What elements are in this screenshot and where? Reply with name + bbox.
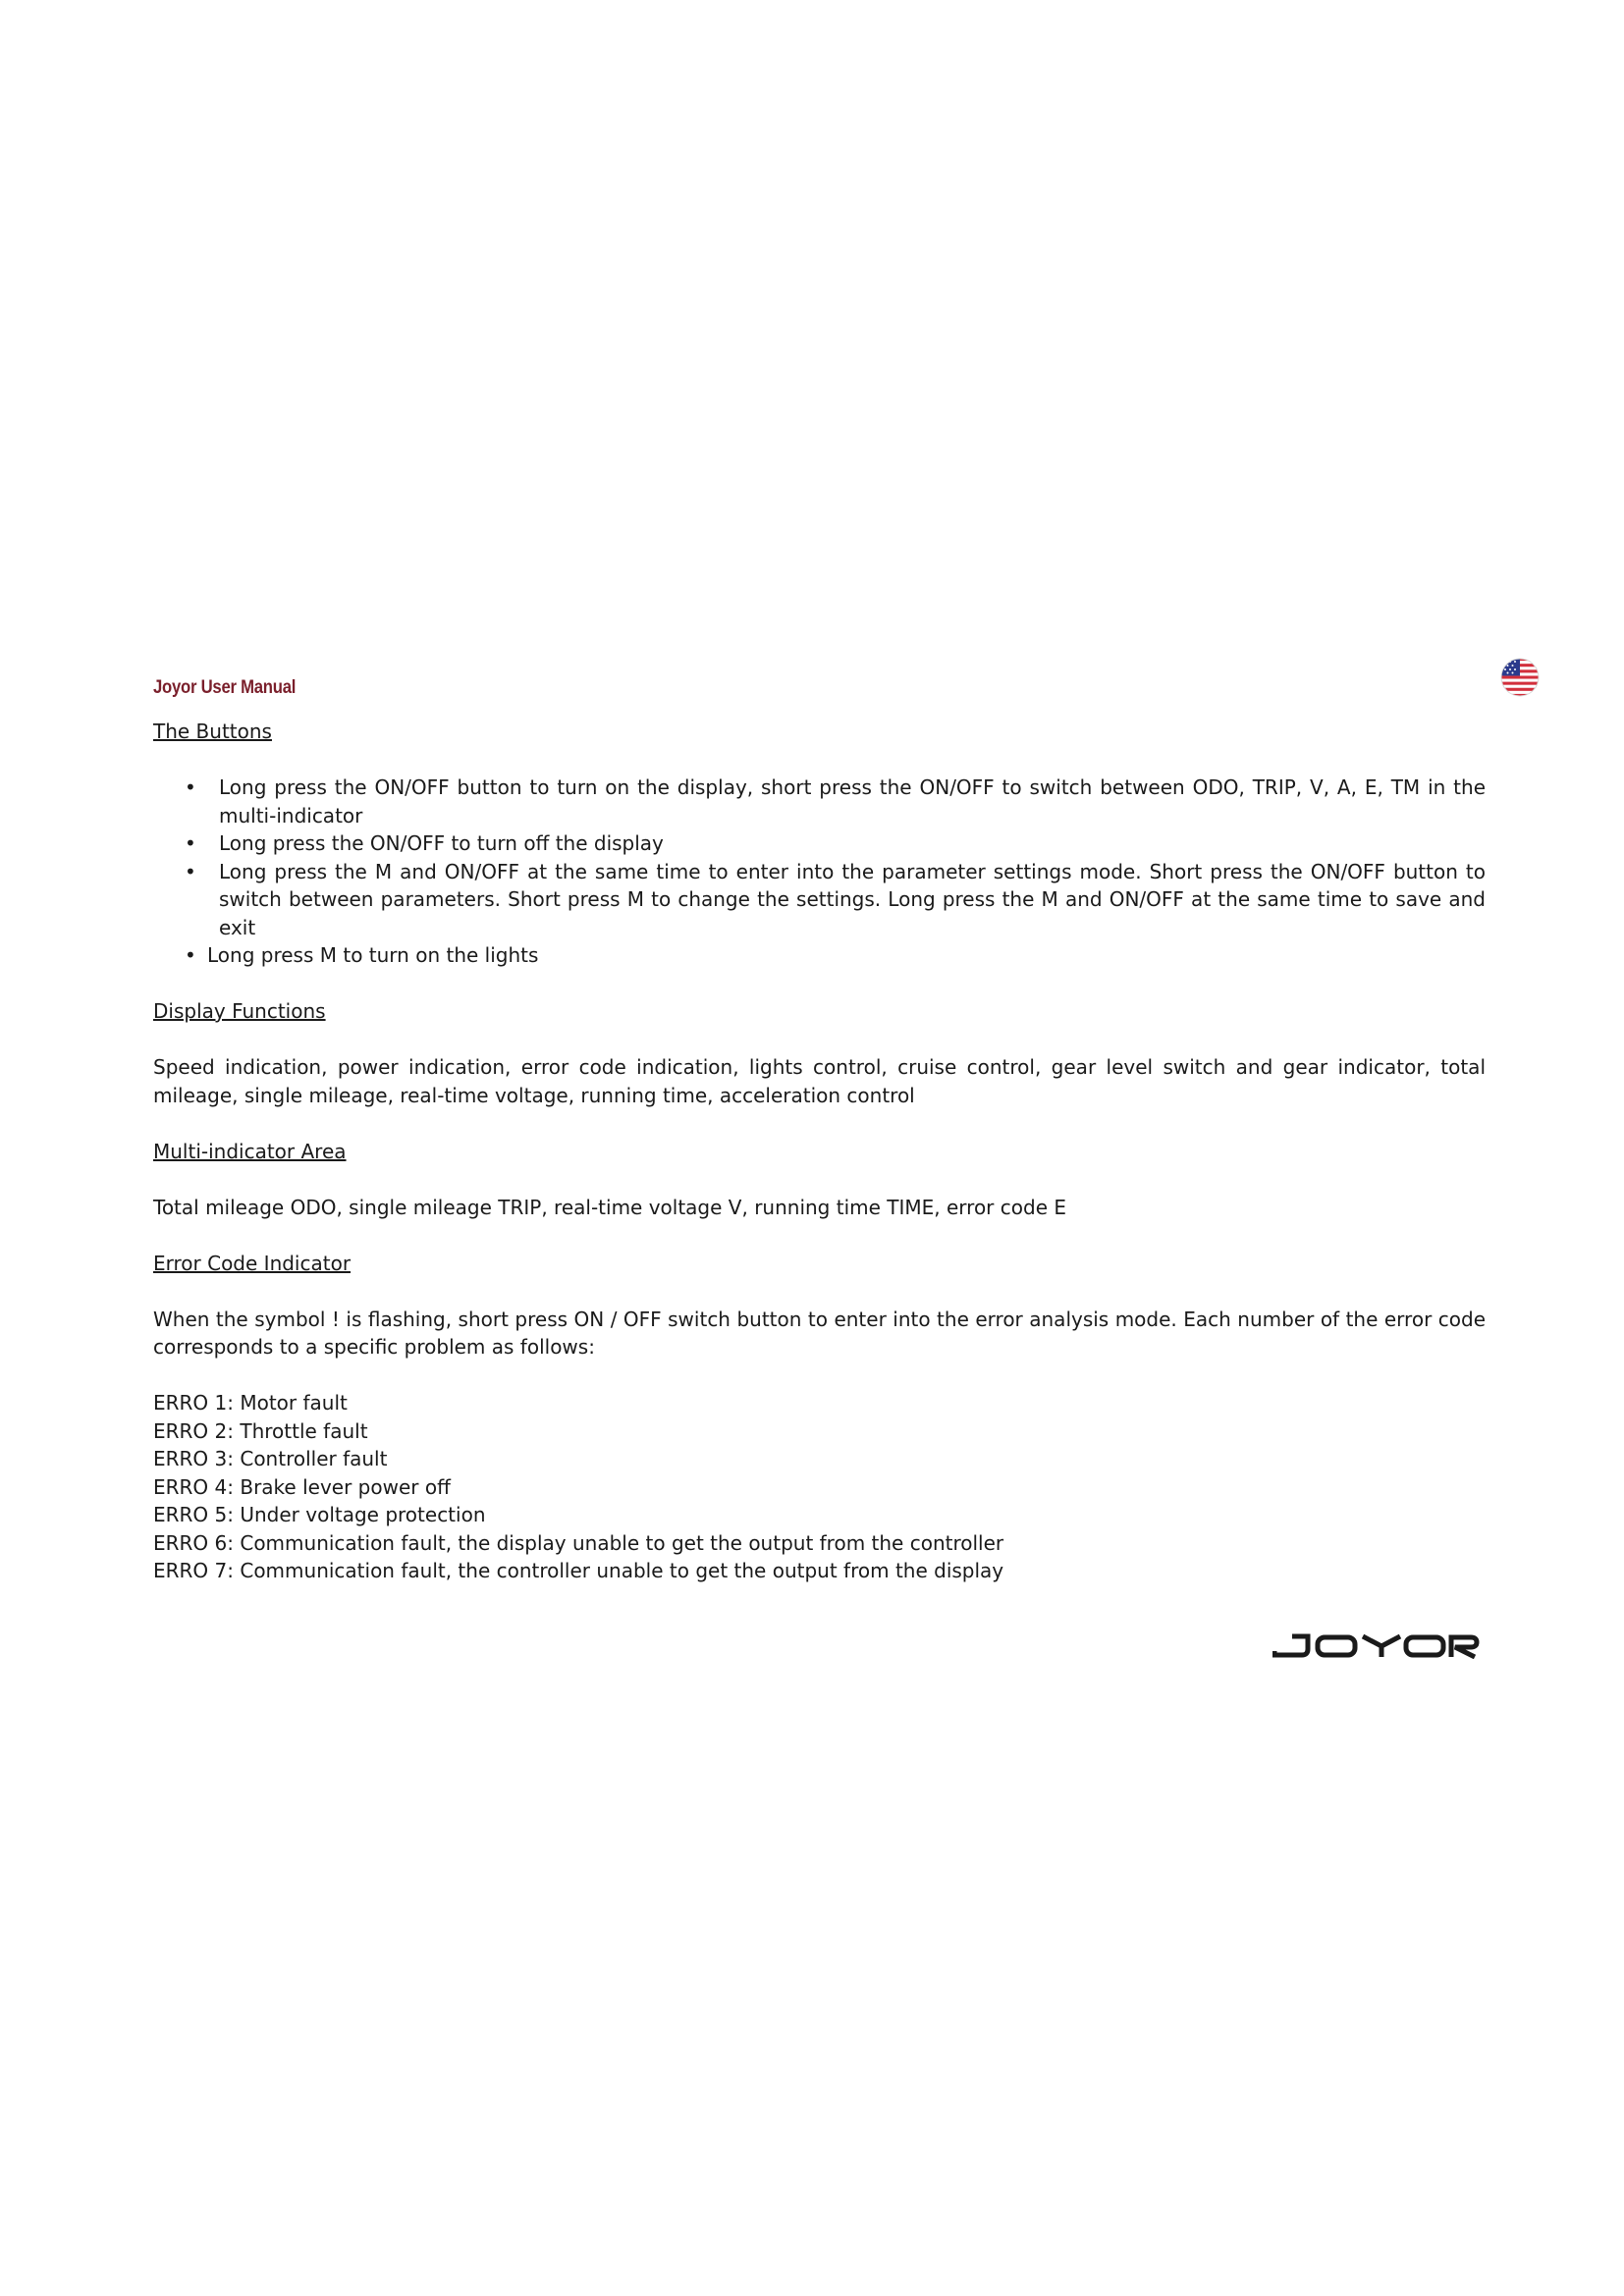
multi-indicator-heading: Multi-indicator Area	[153, 1139, 347, 1163]
multi-indicator-text: Total mileage ODO, single mileage TRIP, real-time voltage V, running time TIME, error code E	[153, 1195, 1066, 1219]
buttons-list	[153, 774, 1486, 970]
list-item: ERRO 1: Motor fault	[153, 1391, 348, 1415]
list-item: ERRO 3: Controller fault	[153, 1447, 388, 1470]
manual-content	[153, 718, 1486, 1585]
display-functions-heading: Display Functions	[153, 999, 326, 1023]
list-item: ERRO 4: Brake lever power off	[153, 1474, 451, 1499]
list-item: • Long press M to turn on the lights	[153, 941, 1486, 970]
joyor-logo	[1272, 1633, 1481, 1659]
buttons-heading: The Buttons	[153, 720, 272, 743]
error-code-heading: Error Code Indicator	[153, 1251, 352, 1275]
error-code-list	[153, 1389, 1486, 1585]
list-item: • Long press the ON/OFF button to turn on the display, short press the ON/OFF to switch between ODO, TRIP, V, A, E, TM in the multi-indicator	[153, 774, 1486, 829]
list-item: • Long press the ON/OFF to turn off the display	[153, 829, 1486, 858]
error-code-text: When the symbol ! is flashing, short press ON / OFF switch button to enter into the error analysis mode. Each number of the error code corresponds to a specific problem as follows:	[153, 1307, 1486, 1359]
display-functions-text: Speed indication, power indication, error code indication, lights control, cruise control, gear level switch and gear indicator, total mileage, single mileage, real-time voltage, running time, acceleration control	[153, 1055, 1486, 1107]
manual-title: Joyor User Manual	[153, 677, 297, 698]
list-item: • Long press the M and ON/OFF at the same time to enter into the parameter settings mode. Short press the ON/OFF button to switch between parameters. Short press M to change the settings. Long press the M and ON/OFF at the same time to save and exit	[153, 858, 1486, 942]
list-item: ERRO 6: Communication fault, the display unable to get the output from the controller	[153, 1530, 1004, 1555]
list-item: ERRO 7: Communication fault, the controller unable to get the output from the display	[153, 1559, 1004, 1582]
list-item: ERRO 5: Under voltage protection	[153, 1503, 486, 1526]
us-flag-icon	[1500, 658, 1540, 697]
list-item: ERRO 2: Throttle fault	[153, 1418, 368, 1443]
